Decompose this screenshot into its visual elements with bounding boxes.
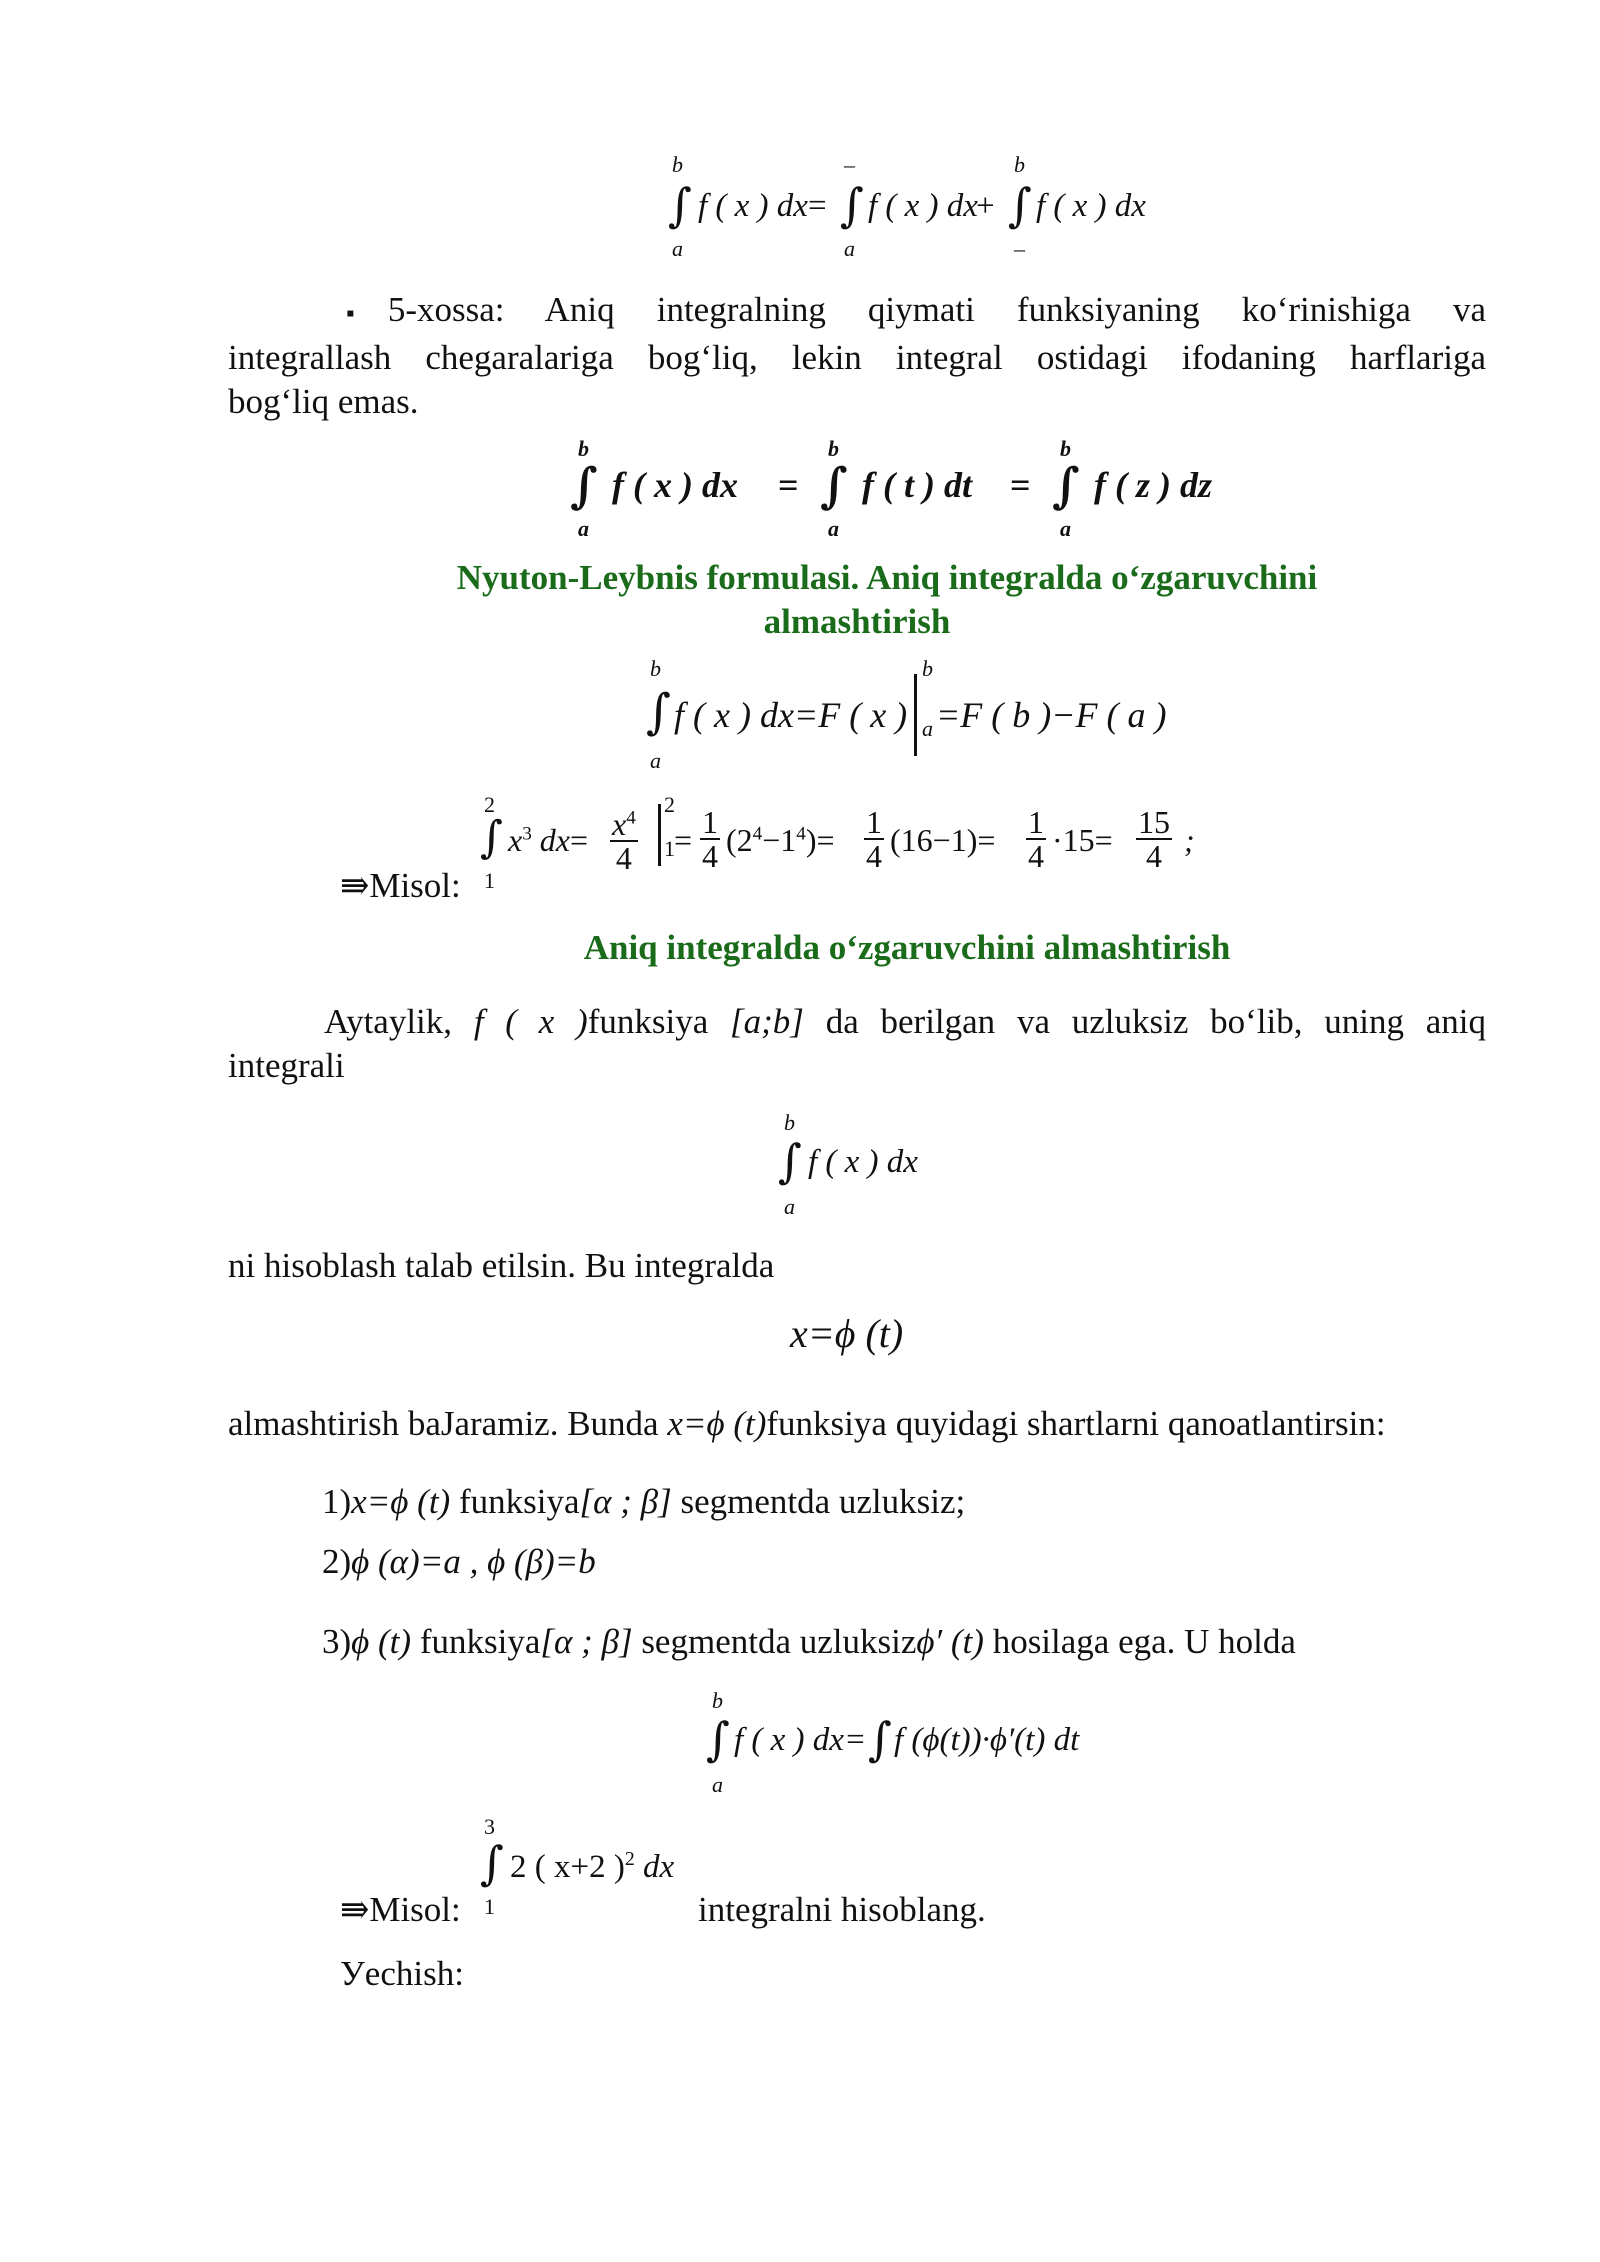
equals-sign: = (808, 188, 827, 224)
paragraph: ni hisoblash talab etilsin. Bu integralda (228, 1246, 775, 1285)
term: ·15= (1052, 822, 1113, 858)
example-label: ⇛Misol: (340, 1890, 461, 1929)
lower-limit: a (1060, 516, 1071, 541)
property-paragraph (228, 288, 1486, 424)
term: f ( x ) dx (868, 188, 978, 224)
upper-limit: b (828, 436, 839, 461)
term: f ( x ) dx (808, 1144, 918, 1180)
evaluation-bar (658, 804, 661, 866)
section-heading: Aniq integralda o‘zgaruvchini almashtirish (583, 928, 1231, 967)
term: f ( x ) dx=F ( x ) (674, 695, 908, 735)
integral-sign: ∫ (868, 1712, 892, 1766)
upper-limit: b (1014, 152, 1025, 177)
bar-lower: a (922, 716, 933, 741)
lower-limit: a (578, 516, 589, 541)
fraction: $\frac{15}{4}$ (1138, 804, 1170, 874)
condition-item: 3)ϕ (t) funksiya[α ; β] segmentda uzluksizϕ′ (t) hosilaga ega. U holda (322, 1622, 1296, 1661)
integral-sign: ∫ (480, 812, 503, 863)
term: f ( x ) dx (1036, 188, 1146, 224)
term: =F ( b )−F ( a ) (936, 695, 1167, 735)
paragraph-line: Aytaylik, f ( x )funksiya [a;b] da berilgan va uzluksiz bo‘lib, uning aniq (324, 1002, 1487, 1041)
fraction: $\frac{1}{4}$ (866, 804, 882, 874)
fraction: $\frac{1}{4}$ (1028, 804, 1044, 874)
lower-limit: a (784, 1194, 795, 1219)
integral-sign: ∫ (570, 458, 598, 514)
equals-sign: = (1010, 465, 1031, 505)
integral-sign: ∫ (840, 178, 864, 232)
integral-sign: ∫ (778, 1134, 802, 1188)
example-text: integralni hisoblang. (698, 1890, 986, 1929)
equation-dummy-variable (570, 436, 1270, 546)
integral-sign: ∫ (1008, 178, 1032, 232)
integral-sign: ∫ (1052, 458, 1080, 514)
equals-sign: = (778, 465, 799, 505)
paragraph-line: integrallash chegaralariga bog‘liq, lekin integral ostidagi ifodaning harflariga (228, 338, 1486, 377)
section-heading (228, 556, 1486, 644)
fraction: $\frac{1}{4}$ (702, 804, 718, 874)
paragraph: almashtirish baJaramiz. Bunda x=ϕ (t)funksiya quyidagi shartlarni qanoatlantirsin: (228, 1404, 1386, 1443)
equation-substitution: x=ϕ (t) (790, 1311, 904, 1356)
equals-sign: = (674, 822, 693, 858)
upper-limit: b (712, 1688, 723, 1713)
evaluation-bar (914, 674, 917, 756)
heading-line: Nyuton-Leybnis formulasi. Aniq integralda o‘zgaruvchini (456, 558, 1318, 597)
upper-limit: b (578, 436, 589, 461)
term: $(2^4-1^4)=$ (726, 822, 835, 858)
upper-limit: b (672, 152, 683, 177)
condition-item: 1)x=ϕ (t) funksiya[α ; β] segmentda uzluksiz; (322, 1482, 966, 1521)
lower-limit: 1 (484, 868, 495, 893)
paragraph-text: 5-xossa: Aniq integralning qiymati funksiyaning ko‘rinishiga va (387, 290, 1486, 329)
equation-integral (778, 1110, 978, 1230)
bar-upper: 2 (664, 792, 675, 817)
term: (16−1)= (890, 822, 996, 858)
equation-split-integral (668, 150, 1188, 270)
upper-limit: – (844, 152, 855, 177)
lower-limit: a (844, 236, 855, 261)
term: f ( x ) dx= (734, 1722, 867, 1758)
equation-newton-leibniz (646, 656, 1206, 776)
term: f (ϕ(t))·ϕ′(t) dt (894, 1722, 1080, 1758)
bar-upper: b (922, 656, 933, 681)
term: f ( z ) dz (1094, 465, 1212, 505)
term: f ( x ) dx (612, 465, 738, 505)
bullet-icon: ▪ (346, 301, 388, 327)
upper-limit: b (784, 1110, 795, 1135)
upper-limit: b (650, 656, 661, 681)
lower-limit: a (712, 1772, 723, 1797)
integral-sign: ∫ (706, 1712, 730, 1766)
lower-limit: a (650, 748, 661, 773)
plus-sign: + (976, 188, 995, 224)
term: 2 ( x+2 )$^2$ dx (510, 1848, 675, 1885)
example-label: ⇛Misol: (340, 866, 461, 905)
paragraph-line: bog‘liq emas. (228, 382, 419, 421)
term: $x^3$ dx= (508, 822, 589, 858)
lower-limit: 1 (484, 1894, 495, 1919)
fraction: $\frac{x^4}{4}$ (612, 806, 636, 876)
term: f ( t ) dt (862, 465, 972, 505)
condition-item: 2)ϕ (α)=a , ϕ (β)=b (322, 1542, 596, 1581)
integral-sign: ∫ (480, 1836, 504, 1890)
lower-limit: a (828, 516, 839, 541)
heading-line: almashtirish (763, 602, 951, 641)
upper-limit: 2 (484, 792, 495, 817)
term: f ( x ) dx (698, 188, 808, 224)
example-equation (478, 790, 1238, 900)
lower-limit: a (672, 236, 683, 261)
integral-sign: ∫ (646, 684, 672, 740)
paragraph-line: integrali (228, 1046, 345, 1085)
paragraph (228, 1000, 1486, 1088)
bar-lower: 1 (664, 836, 675, 861)
integral-sign: ∫ (668, 178, 692, 232)
paragraph-line (228, 288, 1486, 336)
equation-change-of-variable (704, 1688, 1164, 1808)
solution-label: Уechish: (340, 1954, 464, 1993)
upper-limit: 3 (484, 1814, 495, 1839)
lower-limit: – (1014, 236, 1025, 261)
upper-limit: b (1060, 436, 1071, 461)
integral-sign: ∫ (820, 458, 848, 514)
term: ; (1184, 822, 1195, 858)
